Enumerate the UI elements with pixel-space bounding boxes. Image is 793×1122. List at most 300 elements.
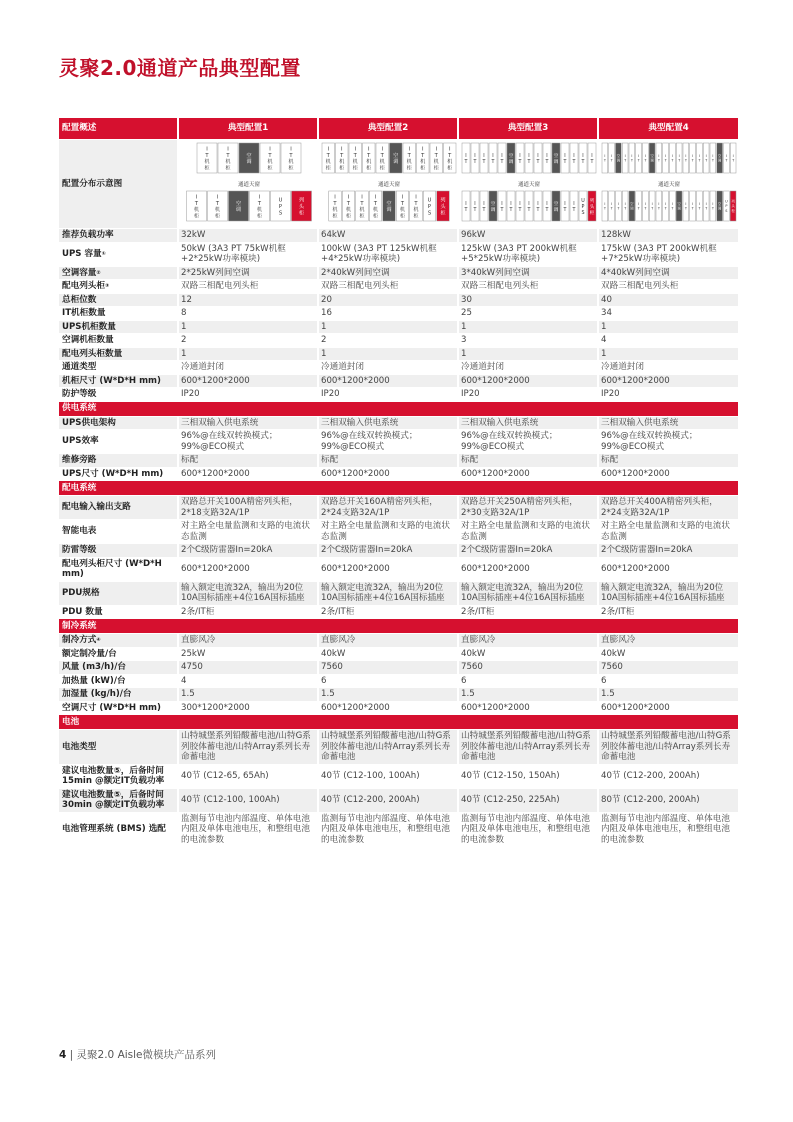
cabinet-label: I <box>712 154 714 159</box>
cell-config-4: IP20 <box>598 388 738 402</box>
cabinet-label: I <box>685 154 687 159</box>
cabinet-label: 柜 <box>433 165 439 172</box>
cell-config-3: 7560 <box>458 661 598 675</box>
cell-config-4: 三相双输入供电系统 <box>598 416 738 430</box>
cabinet <box>471 143 479 173</box>
cabinet-label: T <box>617 206 620 211</box>
row-label <box>59 347 178 361</box>
cabinet-label: T <box>563 208 567 214</box>
row-label <box>59 334 178 348</box>
cell-config-2: 监测每节电池内部温度、单体电池内阻及单体电池电压，和整组电池的电流参数 <box>318 812 458 847</box>
diagram-config-2 <box>318 140 458 229</box>
row-label-text: 配电列头柜 <box>62 281 105 291</box>
cabinet-label: I <box>692 202 694 207</box>
cabinet-label: 机 <box>359 207 365 214</box>
cabinet <box>717 191 723 221</box>
cabinet-label: T <box>380 153 384 160</box>
row-label <box>59 430 178 454</box>
cabinet-label: 柜 <box>332 213 338 220</box>
cabinet <box>489 143 497 173</box>
table-row <box>59 374 738 388</box>
cell-config-4: 4 <box>598 334 738 348</box>
cabinet <box>683 191 689 221</box>
cabinet-label: T <box>678 158 681 163</box>
cabinet-label: I <box>474 154 476 160</box>
row-label <box>59 229 178 243</box>
cell-config-1: 监测每节电池内部温度、单体电池内阻及单体电池电压，和整组电池的电流参数 <box>178 812 318 847</box>
cabinet-label: 头 <box>440 204 446 211</box>
cabinet <box>322 143 335 173</box>
row-label <box>59 242 178 266</box>
cabinet <box>570 143 578 173</box>
cabinet-label: I <box>510 202 512 208</box>
header-overview: 配置概述 <box>59 118 178 140</box>
row-label-text: 制冷方式 <box>62 635 97 645</box>
cell-config-2: 20 <box>318 293 458 307</box>
table-row <box>59 388 738 402</box>
cell-config-1: 冷通道封闭 <box>178 361 318 375</box>
row-label-text: 建议电池数量⑤，后备时间15min @额定IT负载功率 <box>62 765 165 786</box>
cell-config-4: 对主路全电量监测和支路的电流状态监测 <box>598 520 738 544</box>
cabinet <box>471 191 479 221</box>
cabinet-label: T <box>572 160 576 166</box>
cabinet-label: I <box>537 154 539 160</box>
cabinet <box>281 143 301 173</box>
table-row <box>59 280 738 294</box>
cell-config-4: 监测每节电池内部温度、单体电池内阻及单体电池电压，和整组电池的电流参数 <box>598 812 738 847</box>
ceiling-label: 通道天窗 <box>657 182 681 189</box>
cell-config-4: 34 <box>598 307 738 321</box>
row-label <box>59 730 178 765</box>
row-label-text: UPS供电架构 <box>62 417 116 428</box>
cabinet-label: I <box>698 154 700 159</box>
cell-config-2: 输入额定电流32A，输出为20位10A国标插座+4位16A国标插座 <box>318 581 458 605</box>
row-label-text: 通道类型 <box>62 362 97 372</box>
cell-config-4: 600*1200*2000 <box>598 701 738 715</box>
cabinet-label: I <box>582 154 584 160</box>
row-label <box>59 812 178 847</box>
cabinet-label: T <box>464 160 468 166</box>
cabinet-label: T <box>698 206 701 211</box>
cabinet-label: I <box>546 154 548 160</box>
cell-config-1: 三相双输入供电系统 <box>178 416 318 430</box>
cabinet-label: T <box>473 208 477 214</box>
cell-config-1: 2*25kW列间空调 <box>178 266 318 280</box>
cabinet-label: 机 <box>366 159 372 166</box>
cabinet-label: I <box>519 202 521 208</box>
diagram-config-1 <box>178 140 318 229</box>
cabinet-label: T <box>340 153 344 160</box>
cell-config-1: 标配 <box>178 454 318 468</box>
cell-config-2: 2 <box>318 334 458 348</box>
table-row <box>59 764 738 788</box>
cabinet <box>525 191 533 221</box>
cabinet-label: I <box>658 202 660 207</box>
cabinet-label: 列 <box>298 197 305 204</box>
table-row <box>59 520 738 544</box>
cabinet-label: 柜 <box>359 213 365 220</box>
table-row <box>59 688 738 702</box>
cell-config-2: 三相双输入供电系统 <box>318 416 458 430</box>
cabinet <box>480 143 488 173</box>
cabinet-label: 头 <box>589 205 595 211</box>
cell-config-1: 600*1200*2000 <box>178 557 318 581</box>
table-row <box>59 467 738 481</box>
row-label-text: 防雷等级 <box>62 545 97 555</box>
cell-config-2: 标配 <box>318 454 458 468</box>
cell-config-1: 32kW <box>178 229 318 243</box>
cabinet <box>579 143 587 173</box>
cabinet-label: 空 <box>386 201 392 208</box>
cell-config-1: 50kW (3A3 PT 75kW机框+2*25kW功率模块) <box>178 242 318 266</box>
cabinet-label: I <box>501 202 503 208</box>
cabinet <box>369 191 382 221</box>
cabinet-label: 柜 <box>298 210 305 217</box>
cell-config-1: 600*1200*2000 <box>178 467 318 481</box>
cell-config-1: 8 <box>178 307 318 321</box>
page-title: 灵聚2.0通道产品典型配置 <box>59 56 301 80</box>
row-label-text: UPS 容量 <box>62 248 102 259</box>
cell-config-4: 40kW <box>598 647 738 661</box>
cell-config-2: 直膨风冷 <box>318 634 458 648</box>
cabinet-label: 调 <box>717 158 722 163</box>
cabinet-label: I <box>564 154 566 160</box>
row-label-text: 加热量 (kW)/台 <box>62 675 126 686</box>
cabinet-label: T <box>326 153 330 160</box>
cabinet-label: 空 <box>393 153 399 160</box>
cell-config-2: 对主路全电量监测和支路的电流状态监测 <box>318 520 458 544</box>
cell-config-1: 输入额定电流32A，输出为20位10A国标插座+4位16A国标插座 <box>178 581 318 605</box>
cabinet <box>649 143 655 173</box>
cabinet-label: T <box>482 208 486 214</box>
layout-diagram <box>461 141 597 223</box>
cabinet-label: T <box>268 153 272 160</box>
cell-config-1: 1 <box>178 347 318 361</box>
cabinet <box>239 143 259 173</box>
cabinet-label: T <box>603 158 606 163</box>
cabinet-label: 列 <box>440 197 446 204</box>
cell-config-1: 12 <box>178 293 318 307</box>
cabinet-label: 柜 <box>731 209 735 214</box>
cabinet-label: 机 <box>193 207 200 214</box>
cell-config-1: 96%@在线双转换模式；99%@ECO模式 <box>178 430 318 454</box>
cabinet-label: 调 <box>508 160 514 166</box>
table-row <box>59 647 738 661</box>
cabinet <box>690 143 696 173</box>
cabinet-label: 机 <box>288 159 294 166</box>
cell-config-1: 双路总开关100A精密列头柜，2*18支路32A/1P <box>178 496 318 520</box>
cabinet-label: I <box>519 154 521 160</box>
cabinet <box>561 191 569 221</box>
section-title: 制冷系统 <box>59 619 738 634</box>
cell-config-4: 96%@在线双转换模式；99%@ECO模式 <box>598 430 738 454</box>
cabinet-label: I <box>665 154 667 159</box>
ceiling-label: 通道天窗 <box>377 182 401 189</box>
cabinet <box>588 143 596 173</box>
cabinet-label: 柜 <box>589 211 595 217</box>
cabinet <box>670 143 676 173</box>
cabinet-label: I <box>361 194 363 201</box>
cabinet <box>534 191 542 221</box>
cabinet-label: 柜 <box>372 213 379 220</box>
cell-config-2: 96%@在线双转换模式；99%@ECO模式 <box>318 430 458 454</box>
cell-config-1: 2条/IT柜 <box>178 605 318 619</box>
row-label-text: 智能电表 <box>62 526 97 537</box>
cell-config-3: 监测每节电池内部温度、单体电池内阻及单体电池电压，和整组电池的电流参数 <box>458 812 598 847</box>
cabinet-label: 机 <box>345 207 352 214</box>
cabinet-label: T <box>563 160 567 166</box>
cabinet-label: 空 <box>508 154 514 160</box>
cell-config-2: 2*40kW列间空调 <box>318 266 458 280</box>
cell-config-3: 直膨风冷 <box>458 634 598 648</box>
section-header <box>59 401 738 416</box>
cell-config-4: 128kW <box>598 229 738 243</box>
cabinet <box>197 143 217 173</box>
cabinet-label: 柜 <box>366 165 372 172</box>
cabinet-label: S <box>581 211 585 217</box>
cabinet-label: T <box>644 206 647 211</box>
cabinet <box>403 143 416 173</box>
cabinet-label: 空 <box>630 202 634 207</box>
cabinet-label: I <box>465 154 467 160</box>
cell-config-3: 1 <box>458 347 598 361</box>
cell-config-3: 2条/IT柜 <box>458 605 598 619</box>
cell-config-3: 冷通道封闭 <box>458 361 598 375</box>
row-label <box>59 293 178 307</box>
cabinet-label: 空 <box>490 202 496 208</box>
cell-config-2: 冷通道封闭 <box>318 361 458 375</box>
cell-config-3: 600*1200*2000 <box>458 701 598 715</box>
cabinet <box>724 191 730 221</box>
cabinet-label: I <box>216 194 219 201</box>
cabinet-label: T <box>434 153 438 160</box>
row-label-text: 空调机柜数量 <box>62 335 114 345</box>
cabinet-label: T <box>545 208 549 214</box>
table-row <box>59 293 738 307</box>
cell-config-1: 4750 <box>178 661 318 675</box>
row-label <box>59 454 178 468</box>
cabinet-label: I <box>258 194 261 201</box>
cell-config-4: 600*1200*2000 <box>598 374 738 388</box>
cell-config-3: 40节 (C12-150, 150Ah) <box>458 764 598 788</box>
cabinet-label: 柜 <box>413 213 419 220</box>
cabinet-label: I <box>617 202 619 207</box>
row-label <box>59 374 178 388</box>
cabinet <box>649 191 655 221</box>
cabinet <box>229 191 249 221</box>
cabinet-label: T <box>205 153 209 160</box>
cell-config-2: IP20 <box>318 388 458 402</box>
cabinet-label: 空 <box>717 154 722 159</box>
cabinet-label: 柜 <box>420 165 426 172</box>
ceiling-label: 通道天窗 <box>237 182 261 189</box>
cell-config-3: 30 <box>458 293 598 307</box>
cabinet-label: P <box>427 204 432 211</box>
cabinet-label: U <box>427 197 432 204</box>
cabinet-label: 调 <box>235 207 242 214</box>
cabinet-label: I <box>638 154 640 159</box>
section-title: 供电系统 <box>59 401 738 416</box>
row-label <box>59 674 178 688</box>
cabinet-label: I <box>327 146 330 153</box>
cabinet <box>570 191 578 221</box>
cabinet-label: T <box>527 208 531 214</box>
cabinet <box>710 191 716 221</box>
cell-config-3: 96%@在线双转换模式；99%@ECO模式 <box>458 430 598 454</box>
cabinet <box>250 191 270 221</box>
row-label <box>59 416 178 430</box>
cabinet-label: I <box>573 202 575 208</box>
row-label <box>59 388 178 402</box>
cell-config-3: IP20 <box>458 388 598 402</box>
cabinet-label: 调 <box>650 158 654 163</box>
cabinet <box>656 143 662 173</box>
cabinet-label: 调 <box>630 206 634 211</box>
cell-config-3: 40kW <box>458 647 598 661</box>
spec-table <box>59 118 738 847</box>
cabinet-label: 机 <box>332 207 338 214</box>
row-label <box>59 320 178 334</box>
table-row <box>59 266 738 280</box>
cabinet <box>444 143 457 173</box>
cabinet-label: 机 <box>379 159 385 166</box>
cabinet-label: I <box>206 146 208 153</box>
cabinet-label: 柜 <box>447 165 453 172</box>
cabinet <box>602 143 608 173</box>
cell-config-3: 96kW <box>458 229 598 243</box>
cell-config-2: 600*1200*2000 <box>318 467 458 481</box>
row-label-text: 额定制冷量/台 <box>62 648 117 659</box>
cabinet-label: T <box>630 158 633 163</box>
cell-config-2: 40节 (C12-200, 200Ah) <box>318 788 458 812</box>
table-row <box>59 229 738 243</box>
cabinet <box>342 191 355 221</box>
cabinet-label: 空 <box>553 154 559 160</box>
cell-config-3: 600*1200*2000 <box>458 467 598 481</box>
cabinet-label: 柜 <box>352 165 358 172</box>
cabinet-label: I <box>644 202 646 207</box>
cabinet-label: 柜 <box>379 165 385 172</box>
cabinet-label: S <box>427 210 432 217</box>
cell-config-3: 标配 <box>458 454 598 468</box>
cell-config-3: 对主路全电量监测和支路的电流状态监测 <box>458 520 598 544</box>
cabinet-label: I <box>546 202 548 208</box>
cabinet-label: I <box>483 202 485 208</box>
cabinet-label: S <box>278 210 283 217</box>
footnote-marker: ① <box>101 250 106 257</box>
table-row <box>59 812 738 847</box>
cabinet-label: I <box>354 146 357 153</box>
cabinet <box>417 143 430 173</box>
cabinet <box>602 191 608 221</box>
cabinet-label: T <box>500 160 504 166</box>
cabinet-label: 调 <box>490 208 496 214</box>
diagram-config-4 <box>598 140 738 229</box>
header-config-4: 典型配置4 <box>598 118 738 140</box>
row-label <box>59 467 178 481</box>
cell-config-1: 2个C级防雷器In=20kA <box>178 544 318 558</box>
cell-config-4: 2个C级防雷器In=20kA <box>598 544 738 558</box>
cabinet-label: I <box>604 154 606 159</box>
cabinet-label: I <box>290 146 292 153</box>
cabinet-label: I <box>340 146 343 153</box>
cabinet <box>579 191 587 221</box>
cabinet-label: T <box>407 153 411 160</box>
cabinet-label: T <box>346 201 351 208</box>
cabinet-label: 柜 <box>256 213 263 220</box>
cabinet <box>609 143 615 173</box>
cell-config-2: 山特城堡系列铅酸蓄电池/山特G系列胶体蓄电池/山特Array系列长寿命蓄电池 <box>318 730 458 765</box>
cabinet-label: T <box>624 206 627 211</box>
cabinet <box>724 143 730 173</box>
cabinet <box>507 191 515 221</box>
cabinet-label: I <box>448 146 451 153</box>
cell-config-1: 4 <box>178 674 318 688</box>
cabinet-label: I <box>528 154 530 160</box>
table-row <box>59 634 738 648</box>
cabinet-label: 柜 <box>399 213 406 220</box>
cell-config-4: 标配 <box>598 454 738 468</box>
row-label-text: 空调尺寸 (W*D*H mm) <box>62 702 161 713</box>
cabinet-label: I <box>611 154 613 159</box>
row-label-text: 空调容量 <box>62 267 97 278</box>
cabinet <box>663 143 669 173</box>
cabinet-label: I <box>415 194 417 201</box>
cell-config-4: 1 <box>598 347 738 361</box>
cabinet-label: I <box>573 154 575 160</box>
cabinet-label: I <box>591 154 593 160</box>
row-label <box>59 280 178 294</box>
cabinet-label: 机 <box>447 159 453 166</box>
cabinet-label: T <box>464 208 468 214</box>
cabinet-label: I <box>421 146 424 153</box>
cabinet-label: T <box>215 201 220 208</box>
cell-config-4: 7560 <box>598 661 738 675</box>
diagram-config-3 <box>458 140 598 229</box>
page-footer: 4 | 灵聚2.0 Aisle微模块产品系列 <box>59 1049 217 1061</box>
cabinet-label: 机 <box>225 159 231 166</box>
cabinet-label: I <box>698 202 700 207</box>
cabinet-label: I <box>501 154 503 160</box>
cabinet <box>543 143 551 173</box>
cabinet-label: T <box>367 153 371 160</box>
cabinet <box>629 191 635 221</box>
cabinet <box>670 191 676 221</box>
cabinet-label: 空 <box>246 153 252 160</box>
cabinet <box>663 191 669 221</box>
cabinet-label: T <box>473 160 477 166</box>
cabinet-label: T <box>698 158 701 163</box>
cabinet <box>656 191 662 221</box>
cabinet-label: I <box>705 202 707 207</box>
cabinet <box>622 191 628 221</box>
cell-config-1: 1 <box>178 320 318 334</box>
cabinet-label: I <box>435 146 438 153</box>
cabinet-label: T <box>536 208 540 214</box>
cabinet-label: T <box>400 201 405 208</box>
cabinet-label: T <box>536 160 540 166</box>
cabinet <box>561 143 569 173</box>
row-label <box>59 520 178 544</box>
cell-config-2: 2个C级防雷器In=20kA <box>318 544 458 558</box>
row-label-text: 配电输入输出支路 <box>62 502 131 513</box>
cell-config-4: 2条/IT柜 <box>598 605 738 619</box>
footnote-marker: ③ <box>104 283 110 289</box>
cabinet <box>622 143 628 173</box>
cabinet <box>462 191 470 221</box>
row-label-text: UPS效率 <box>62 436 99 447</box>
cabinet <box>292 191 312 221</box>
